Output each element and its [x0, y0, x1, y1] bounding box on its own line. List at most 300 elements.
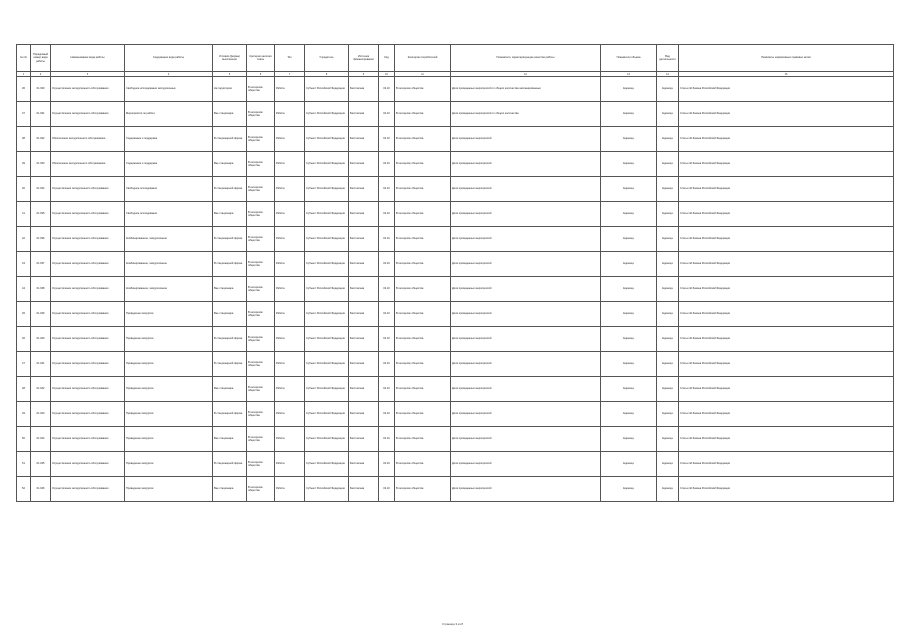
quality-indicator: Доля проведенных мероприятий: [451, 252, 601, 277]
table-row: [17, 102, 894, 127]
payment-criteria: В интересах общества: [247, 302, 275, 327]
quality-indicator: Доля проведенных мероприятий: [451, 327, 601, 352]
okved-code: 02.10: [379, 127, 395, 152]
financing-source: Бесплатная: [349, 452, 379, 477]
consumer-category: В интересах общества: [395, 427, 451, 452]
payment-criteria: В интересах общества: [247, 177, 275, 202]
work-conditions: Вне стационара: [213, 302, 247, 327]
work-name: Осуществление экскурсионного обслуживания: [51, 352, 125, 377]
table-row: [17, 227, 894, 252]
quality-indicator: Доля проведенных мероприятий: [451, 227, 601, 252]
work-name: Осуществление экскурсионного обслуживания: [51, 327, 125, 352]
payment-criteria: В интересах общества: [247, 352, 275, 377]
consumer-category: В интересах общества: [395, 177, 451, 202]
work-conditions: В стационарной форме: [213, 327, 247, 352]
quality-indicator: Доля проведенных мероприятий: [451, 452, 601, 477]
volume-unit: Единица: [601, 377, 657, 402]
column-number: 13: [601, 72, 657, 77]
activity-kind: Единица: [657, 252, 679, 277]
quality-indicator: Доля проведенных мероприятий: [451, 377, 601, 402]
financing-source: Бесплатная: [349, 227, 379, 252]
activity-kind: Единица: [657, 477, 679, 502]
work-content: Свободное исследование экскурсионных: [125, 77, 213, 102]
work-name: Осуществление экскурсионного обслуживания: [51, 477, 125, 502]
work-conditions: На территории: [213, 77, 247, 102]
table-row: [17, 327, 894, 352]
row-number: 43: [17, 252, 31, 277]
work-conditions: В стационарной форме: [213, 352, 247, 377]
founder: Субъект Российской Федерации: [305, 352, 349, 377]
volume-unit: Единица: [601, 352, 657, 377]
work-type: Работа: [275, 252, 305, 277]
column-number: 11: [395, 72, 451, 77]
activity-kind: Единица: [657, 452, 679, 477]
financing-source: Бесплатная: [349, 127, 379, 152]
okved-code: 02.10: [379, 352, 395, 377]
column-header: Условия (формы) выполнения: [213, 45, 247, 72]
financing-source: Бесплатная: [349, 102, 379, 127]
work-code: 01.044: [31, 427, 51, 452]
founder: Субъект Российской Федерации: [305, 302, 349, 327]
legal-reference: Статья 42 Закона Российской Федерации: [679, 202, 894, 227]
okved-code: 02.10: [379, 302, 395, 327]
row-number: 44: [17, 277, 31, 302]
work-content: Свободное исследование: [125, 177, 213, 202]
work-content: Мероприятия по работе: [125, 102, 213, 127]
payment-criteria: В интересах общества: [247, 227, 275, 252]
work-conditions: В стационарной форме: [213, 452, 247, 477]
activity-kind: Единица: [657, 352, 679, 377]
column-header: Вид деятельности: [657, 45, 679, 72]
payment-criteria: В интересах общества: [247, 402, 275, 427]
okved-code: 02.10: [379, 252, 395, 277]
work-name: Осуществление экскурсионного обслуживания: [51, 277, 125, 302]
consumer-category: В интересах общества: [395, 302, 451, 327]
volume-unit: Единица: [601, 477, 657, 502]
work-content: Проведение экскурсии: [125, 327, 213, 352]
column-number: 6: [247, 72, 275, 77]
column-header: Показатели, характеризующие качество работы: [451, 45, 601, 72]
column-header: Наименование вида работы: [51, 45, 125, 72]
financing-source: Бесплатная: [349, 377, 379, 402]
work-name: Осуществление экскурсионного обслуживания: [51, 377, 125, 402]
column-number: 5: [213, 72, 247, 77]
okved-code: 02.10: [379, 152, 395, 177]
column-number: 15: [679, 72, 894, 77]
founder: Субъект Российской Федерации: [305, 427, 349, 452]
row-number: 40: [17, 177, 31, 202]
volume-unit: Единица: [601, 327, 657, 352]
work-type: Работа: [275, 127, 305, 152]
consumer-category: В интересах общества: [395, 152, 451, 177]
legal-reference: Статья 42 Закона Российской Федерации: [679, 277, 894, 302]
table-row: [17, 77, 894, 102]
legal-reference: Статья 42 Закона Российской Федерации: [679, 127, 894, 152]
quality-indicator: Доля проведенных мероприятий: [451, 277, 601, 302]
consumer-category: В интересах общества: [395, 252, 451, 277]
okved-code: 02.10: [379, 102, 395, 127]
row-number: 50: [17, 427, 31, 452]
legal-reference: Статья 42 Закона Российской Федерации: [679, 302, 894, 327]
column-header: Категории потребителей: [395, 45, 451, 72]
payment-criteria: В интересах общества: [247, 377, 275, 402]
okved-code: 02.10: [379, 402, 395, 427]
table-row: [17, 452, 894, 477]
work-type: Работа: [275, 277, 305, 302]
work-code: 01.034: [31, 177, 51, 202]
work-content: Проведение экскурсии: [125, 402, 213, 427]
payment-criteria: В интересах общества: [247, 327, 275, 352]
legal-reference: Статья 42 Закона Российской Федерации: [679, 452, 894, 477]
founder: Субъект Российской Федерации: [305, 102, 349, 127]
consumer-category: В интересах общества: [395, 127, 451, 152]
work-type: Работа: [275, 352, 305, 377]
column-number: 14: [657, 72, 679, 77]
quality-indicator: Доля проведенных мероприятий: [451, 127, 601, 152]
work-type: Работа: [275, 452, 305, 477]
payment-criteria: В интересах общества: [247, 452, 275, 477]
quality-indicator: Доля проведенных мероприятий: [451, 352, 601, 377]
column-number: 8: [305, 72, 349, 77]
column-header: Источник финансирования: [349, 45, 379, 72]
founder: Субъект Российской Федерации: [305, 202, 349, 227]
work-name: Осуществление экскурсионного обслуживания: [51, 77, 125, 102]
founder: Субъект Российской Федерации: [305, 402, 349, 427]
table-row: [17, 352, 894, 377]
work-name: Осуществление экскурсионного обслуживания: [51, 427, 125, 452]
work-conditions: В стационарной форме: [213, 252, 247, 277]
financing-source: Бесплатная: [349, 252, 379, 277]
activity-kind: Единица: [657, 377, 679, 402]
legal-reference: Статья 42 Закона Российской Федерации: [679, 352, 894, 377]
volume-unit: Единица: [601, 127, 657, 152]
quality-indicator: Доля проведенных мероприятий: [451, 152, 601, 177]
payment-criteria: В интересах общества: [247, 202, 275, 227]
column-number: 7: [275, 72, 305, 77]
work-conditions: Вне стационара: [213, 377, 247, 402]
work-name: Осуществление экскурсионного обслуживания: [51, 227, 125, 252]
work-content: Комбинированное, экскурсионное: [125, 252, 213, 277]
row-number: 48: [17, 377, 31, 402]
column-number: 2: [31, 72, 51, 77]
work-conditions: В стационарной форме: [213, 127, 247, 152]
work-code: 01.032: [31, 127, 51, 152]
founder: Субъект Российской Федерации: [305, 127, 349, 152]
work-type: Работа: [275, 152, 305, 177]
table-row: [17, 252, 894, 277]
legal-reference: Статья 42 Закона Российской Федерации: [679, 177, 894, 202]
founder: Субъект Российской Федерации: [305, 252, 349, 277]
payment-criteria: В интересах общества: [247, 277, 275, 302]
founder: Субъект Российской Федерации: [305, 377, 349, 402]
quality-indicator: Доля проведенных мероприятий: [451, 177, 601, 202]
founder: Субъект Российской Федерации: [305, 477, 349, 502]
founder: Субъект Российской Федерации: [305, 77, 349, 102]
payment-criteria: В интересах общества: [247, 477, 275, 502]
work-content: Проведение экскурсии: [125, 377, 213, 402]
okved-code: 02.10: [379, 477, 395, 502]
quality-indicator: Доля проведенных мероприятий от общего количества: [451, 102, 601, 127]
work-code: 01.045: [31, 452, 51, 477]
work-content: Проведение экскурсии: [125, 452, 213, 477]
table-row: [17, 477, 894, 502]
legal-reference: Статья 42 Закона Российской Федерации: [679, 377, 894, 402]
volume-unit: Единица: [601, 452, 657, 477]
row-number: 38: [17, 127, 31, 152]
row-number: 39: [17, 152, 31, 177]
work-conditions: В стационарной форме: [213, 177, 247, 202]
work-code: 01.031: [31, 102, 51, 127]
work-type: Работа: [275, 77, 305, 102]
work-conditions: Вне стационара: [213, 102, 247, 127]
work-content: Проведение экскурсии: [125, 477, 213, 502]
row-number: 49: [17, 402, 31, 427]
consumer-category: В интересах общества: [395, 77, 451, 102]
founder: Субъект Российской Федерации: [305, 277, 349, 302]
work-type: Работа: [275, 377, 305, 402]
volume-unit: Единица: [601, 402, 657, 427]
work-code: 01.037: [31, 252, 51, 277]
consumer-category: В интересах общества: [395, 477, 451, 502]
row-number: 36: [17, 77, 31, 102]
legal-reference: Статья 42 Закона Российской Федерации: [679, 152, 894, 177]
okved-code: 02.10: [379, 327, 395, 352]
okved-code: 02.10: [379, 202, 395, 227]
activity-kind: Единица: [657, 302, 679, 327]
column-header: № п/п: [17, 45, 31, 72]
financing-source: Бесплатная: [349, 327, 379, 352]
work-type: Работа: [275, 427, 305, 452]
work-content: Содержание и поддержка: [125, 127, 213, 152]
work-type: Работа: [275, 402, 305, 427]
column-number: 1: [17, 72, 31, 77]
consumer-category: В интересах общества: [395, 352, 451, 377]
column-number: 9: [349, 72, 379, 77]
work-name: Осуществление экскурсионного обслуживания: [51, 302, 125, 327]
works-table: [16, 44, 894, 502]
okved-code: 02.10: [379, 427, 395, 452]
work-name: Обеспечение экскурсионного обслуживания: [51, 152, 125, 177]
column-number: 10: [379, 72, 395, 77]
work-code: 01.036: [31, 227, 51, 252]
table-row: [17, 377, 894, 402]
volume-unit: Единица: [601, 177, 657, 202]
quality-indicator: Доля проведенных мероприятий от общего количества запланированных: [451, 77, 601, 102]
work-code: 01.035: [31, 202, 51, 227]
payment-criteria: В интересах общества: [247, 427, 275, 452]
table-row: [17, 152, 894, 177]
legal-reference: Статья 42 Закона Российской Федерации: [679, 102, 894, 127]
column-header: Реквизиты нормативных правовых актов: [679, 45, 894, 72]
payment-criteria: В интересах общества: [247, 127, 275, 152]
work-code: 01.042: [31, 377, 51, 402]
work-content: Проведение экскурсии: [125, 427, 213, 452]
work-type: Работа: [275, 177, 305, 202]
legal-reference: Статья 42 Закона Российской Федерации: [679, 427, 894, 452]
table-row: [17, 427, 894, 452]
consumer-category: В интересах общества: [395, 377, 451, 402]
table-row: [17, 202, 894, 227]
volume-unit: Единица: [601, 227, 657, 252]
work-code: 01.033: [31, 152, 51, 177]
financing-source: Бесплатная: [349, 77, 379, 102]
row-number: 51: [17, 452, 31, 477]
quality-indicator: Доля проведенных мероприятий: [451, 402, 601, 427]
row-number: 37: [17, 102, 31, 127]
payment-criteria: В интересах общества: [247, 77, 275, 102]
payment-criteria: В интересах общества: [247, 152, 275, 177]
column-header: Тип: [275, 45, 305, 72]
okved-code: 02.10: [379, 77, 395, 102]
work-conditions: Вне стационара: [213, 477, 247, 502]
consumer-category: В интересах общества: [395, 327, 451, 352]
activity-kind: Единица: [657, 227, 679, 252]
work-type: Работа: [275, 202, 305, 227]
work-content: Проведение экскурсии: [125, 352, 213, 377]
work-conditions: Вне стационара: [213, 277, 247, 302]
page-footer: Страница 3 из 8: [442, 622, 463, 626]
work-content: Комбинированное, экскурсионное: [125, 277, 213, 302]
work-content: Содержание и поддержка: [125, 152, 213, 177]
work-code: 01.030: [31, 77, 51, 102]
okved-code: 02.10: [379, 377, 395, 402]
consumer-category: В интересах общества: [395, 277, 451, 302]
column-header: Содержание вида работы: [125, 45, 213, 72]
founder: Субъект Российской Федерации: [305, 452, 349, 477]
work-code: 01.043: [31, 402, 51, 427]
financing-source: Бесплатная: [349, 352, 379, 377]
financing-source: Бесплатная: [349, 302, 379, 327]
legal-reference: Статья 42 Закона Российской Федерации: [679, 402, 894, 427]
row-number: 52: [17, 477, 31, 502]
work-name: Осуществление экскурсионного обслуживания: [51, 452, 125, 477]
financing-source: Бесплатная: [349, 477, 379, 502]
work-conditions: В стационарной форме: [213, 227, 247, 252]
column-header: Учредитель: [305, 45, 349, 72]
table-row: [17, 302, 894, 327]
activity-kind: Единица: [657, 327, 679, 352]
activity-kind: Единица: [657, 77, 679, 102]
activity-kind: Единица: [657, 202, 679, 227]
quality-indicator: Доля проведенных мероприятий: [451, 477, 601, 502]
legal-reference: Статья 42 Закона Российской Федерации: [679, 252, 894, 277]
activity-kind: Единица: [657, 102, 679, 127]
financing-source: Бесплатная: [349, 402, 379, 427]
founder: Субъект Российской Федерации: [305, 177, 349, 202]
table-body: [17, 77, 894, 502]
consumer-category: В интересах общества: [395, 202, 451, 227]
column-number: 3: [51, 72, 125, 77]
work-conditions: Вне стационара: [213, 202, 247, 227]
work-conditions: Вне стационара: [213, 427, 247, 452]
consumer-category: В интересах общества: [395, 452, 451, 477]
volume-unit: Единица: [601, 202, 657, 227]
row-number: 46: [17, 327, 31, 352]
row-number: 41: [17, 202, 31, 227]
work-name: Осуществление экскурсионного обслуживания: [51, 252, 125, 277]
work-code: 01.041: [31, 352, 51, 377]
consumer-category: В интересах общества: [395, 102, 451, 127]
volume-unit: Единица: [601, 152, 657, 177]
work-name: Осуществление экскурсионного обслуживания: [51, 402, 125, 427]
table-row: [17, 277, 894, 302]
work-content: Комбинированное, экскурсионное: [125, 227, 213, 252]
work-code: 01.046: [31, 477, 51, 502]
financing-source: Бесплатная: [349, 427, 379, 452]
volume-unit: Единица: [601, 427, 657, 452]
work-name: Обеспечение экскурсионного обслуживания: [51, 127, 125, 152]
work-type: Работа: [275, 302, 305, 327]
volume-unit: Единица: [601, 77, 657, 102]
volume-unit: Единица: [601, 302, 657, 327]
work-content: Свободное исследование: [125, 202, 213, 227]
work-name: Осуществление экскурсионного обслуживания: [51, 177, 125, 202]
activity-kind: Единица: [657, 427, 679, 452]
volume-unit: Единица: [601, 252, 657, 277]
activity-kind: Единица: [657, 177, 679, 202]
activity-kind: Единица: [657, 402, 679, 427]
row-number: 47: [17, 352, 31, 377]
header-row: [17, 45, 894, 72]
legal-reference: Статья 42 Закона Российской Федерации: [679, 77, 894, 102]
quality-indicator: Доля проведенных мероприятий: [451, 302, 601, 327]
work-conditions: В стационарной форме: [213, 402, 247, 427]
work-code: 01.039: [31, 302, 51, 327]
work-type: Работа: [275, 327, 305, 352]
okved-code: 02.10: [379, 227, 395, 252]
activity-kind: Единица: [657, 277, 679, 302]
legal-reference: Статья 42 Закона Российской Федерации: [679, 327, 894, 352]
okved-code: 02.10: [379, 452, 395, 477]
payment-criteria: В интересах общества: [247, 252, 275, 277]
work-type: Работа: [275, 102, 305, 127]
activity-kind: Единица: [657, 127, 679, 152]
column-header: Критерии наличия платы: [247, 45, 275, 72]
founder: Субъект Российской Федерации: [305, 327, 349, 352]
work-name: Осуществление экскурсионного обслуживания: [51, 102, 125, 127]
consumer-category: В интересах общества: [395, 227, 451, 252]
volume-unit: Единица: [601, 102, 657, 127]
work-name: Осуществление экскурсионного обслуживания: [51, 202, 125, 227]
financing-source: Бесплатная: [349, 152, 379, 177]
payment-criteria: В интересах общества: [247, 102, 275, 127]
founder: Субъект Российской Федерации: [305, 152, 349, 177]
work-type: Работа: [275, 477, 305, 502]
column-header: Код: [379, 45, 395, 72]
column-header: Порядковый номер вида работы: [31, 45, 51, 72]
quality-indicator: Доля проведенных мероприятий: [451, 202, 601, 227]
column-header: Показатели объема: [601, 45, 657, 72]
volume-unit: Единица: [601, 277, 657, 302]
table-row: [17, 402, 894, 427]
activity-kind: Единица: [657, 152, 679, 177]
work-code: 01.040: [31, 327, 51, 352]
row-number: 45: [17, 302, 31, 327]
founder: Субъект Российской Федерации: [305, 227, 349, 252]
legal-reference: Статья 42 Закона Российской Федерации: [679, 477, 894, 502]
row-number: 42: [17, 227, 31, 252]
okved-code: 02.10: [379, 277, 395, 302]
financing-source: Бесплатная: [349, 202, 379, 227]
column-number: 12: [451, 72, 601, 77]
work-content: Проведение экскурсии: [125, 302, 213, 327]
work-conditions: Вне стационара: [213, 152, 247, 177]
work-code: 01.038: [31, 277, 51, 302]
table-row: [17, 127, 894, 152]
legal-reference: Статья 42 Закона Российской Федерации: [679, 227, 894, 252]
financing-source: Бесплатная: [349, 177, 379, 202]
okved-code: 02.10: [379, 177, 395, 202]
